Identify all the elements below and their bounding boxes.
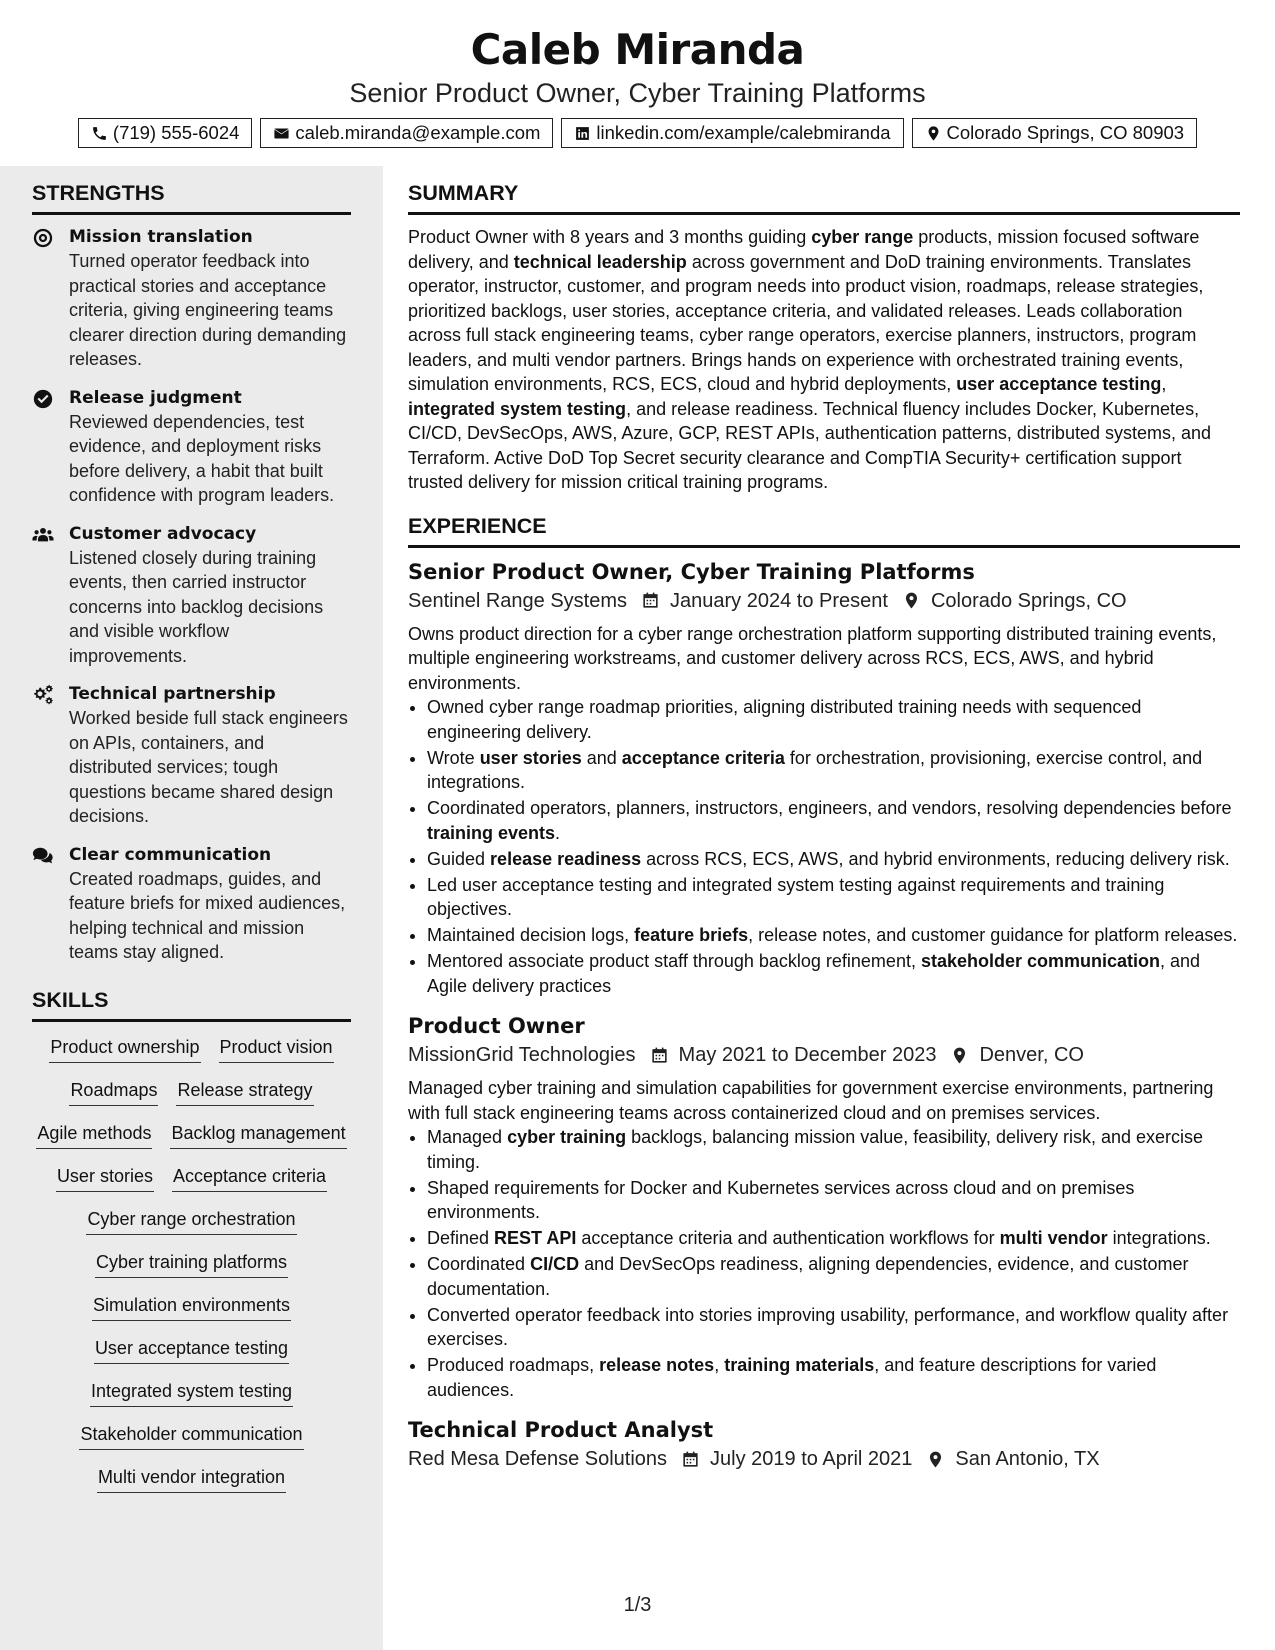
skill-tag: Product vision — [219, 1036, 334, 1063]
sidebar — [32, 180, 351, 1493]
list-item — [427, 746, 1240, 795]
main-content — [408, 180, 1240, 1488]
summary-text — [408, 225, 1240, 495]
text-segment: and DevSecOps readiness, aligning dependencies, evidence, and customer documentation. — [427, 1254, 1189, 1299]
job-dates: January 2024 to Present — [670, 589, 888, 612]
calendar-icon — [681, 1450, 700, 1469]
job-description: Owns product direction for a cyber range orchestration platform supporting distributed training events, multiple engineering workstreams, and customer delivery across RCS, ECS, AWS, and hybrid environments. — [408, 623, 1217, 693]
emphasis-text: CI/CD — [530, 1254, 580, 1274]
text-segment: Guided — [427, 848, 491, 869]
contact-location — [912, 118, 1198, 148]
emphasis-text: training materials — [724, 1355, 875, 1375]
job-description: Managed cyber training and simulation capabilities for government exercise environments, partnering with full stack engineering teams across containerized cloud and on premises services. — [408, 1078, 1214, 1123]
text-segment: Wrote — [427, 747, 480, 768]
emphasis-text: cyber range — [811, 227, 914, 247]
text-segment: Coordinated — [427, 1254, 531, 1274]
emphasis-text: user stories — [479, 747, 582, 768]
list-item — [427, 1353, 1240, 1402]
emphasis-text: user acceptance testing — [956, 374, 1162, 394]
list-item — [427, 695, 1240, 744]
job-meta — [408, 1444, 1240, 1474]
skill-tag: Backlog management — [170, 1122, 346, 1149]
list-item — [427, 1226, 1240, 1251]
contact-bar — [0, 118, 1275, 148]
strength-desc: Reviewed dependencies, test evidence, and deployment risks before delivery, a habit that built confidence with program leaders. — [69, 411, 335, 505]
text-segment: across government and DoD training environments. Translates operator, instructor, customer, and program needs into product vision, roadmaps, release strategies, prioritized backlogs, user stories, acceptance criteria, and validated releases. Leads collaboration across full stack engineering teams, cyber range operators, exercise planners, instructors, program leaders, and multi vendor partners. Brings hands on experience with orchestrated training events, simulation environments, RCS, ECS, cloud and hybrid deployments, — [408, 251, 1204, 394]
emphasis-text: stakeholder communication — [920, 951, 1161, 971]
linkedin-icon — [574, 125, 591, 142]
skill-tag: User stories — [56, 1165, 154, 1192]
users-icon — [32, 524, 54, 546]
job-location: San Antonio, TX — [955, 1448, 1100, 1470]
emphasis-text: cyber training — [507, 1127, 627, 1147]
resume-header — [0, 0, 1275, 148]
check-circle-icon — [32, 388, 54, 410]
location-pin-icon — [926, 1450, 945, 1469]
strength-title: Customer advocacy — [69, 523, 257, 544]
job-title: Senior Product Owner, Cyber Training Platforms — [408, 559, 975, 584]
list-item — [427, 1176, 1240, 1225]
text-segment: Product Owner with 8 years and 3 months guiding — [408, 227, 812, 247]
skill-tag: User acceptance testing — [94, 1337, 289, 1364]
job-company: Red Mesa Defense Solutions — [408, 1448, 668, 1470]
job-dates: July 2019 to April 2021 — [710, 1448, 913, 1470]
location-pin-icon — [902, 591, 921, 610]
list-item — [427, 1125, 1240, 1174]
strengths-heading: STRENGTHS — [32, 180, 351, 215]
text-segment: , — [714, 1355, 725, 1375]
calendar-icon — [650, 1046, 669, 1065]
emphasis-text: feature briefs — [634, 925, 749, 945]
list-item — [427, 949, 1240, 998]
text-segment: for orchestration, provisioning, exercise control, and integrations. — [427, 747, 1203, 792]
emphasis-text: technical leadership — [513, 251, 687, 272]
job-entry — [408, 1012, 1240, 1402]
emphasis-text: release notes — [599, 1355, 715, 1375]
text-segment: Defined — [427, 1228, 495, 1248]
list-item — [427, 923, 1240, 948]
skill-tag: Simulation environments — [92, 1294, 291, 1321]
text-segment: and — [581, 747, 622, 768]
strength-title: Technical partnership — [69, 684, 276, 704]
page-number: 1/3 — [623, 1594, 652, 1616]
text-segment: Coordinated operators, planners, instructors, engineers, and vendors, resolving dependencies before — [427, 798, 1232, 818]
skill-tag: Cyber range orchestration — [86, 1208, 296, 1235]
strength-item — [32, 522, 351, 669]
contact-linkedin[interactable] — [561, 118, 903, 148]
job-company: MissionGrid Technologies — [408, 1044, 636, 1066]
text-segment: . — [555, 822, 561, 843]
text-segment: , — [1161, 374, 1167, 394]
text-segment: products, mission focused software delivery, and — [408, 227, 1200, 272]
strength-title: Clear communication — [69, 844, 272, 865]
text-segment: Managed — [427, 1127, 508, 1147]
emphasis-text: release readiness — [490, 848, 642, 869]
strength-desc: Listened closely during training events, then carried instructor concerns into backlog decisions and visible workflow improvements. — [69, 547, 324, 666]
text-segment: , and feature descriptions for varied audiences. — [427, 1355, 1157, 1400]
experience-heading: EXPERIENCE — [408, 513, 1240, 548]
text-segment: Mentored associate product staff through backlog refinement, — [427, 951, 921, 971]
text-segment: Shaped requirements for Docker and Kubernetes services across cloud and on premises environments. — [427, 1177, 1135, 1222]
contact-linkedin-text: linkedin.com/example/calebmiranda — [596, 122, 891, 143]
contact-email-text: caleb.miranda@example.com — [295, 122, 541, 143]
strength-desc: Created roadmaps, guides, and feature briefs for mixed audiences, helping technical and mission teams stay aligned. — [69, 868, 346, 962]
skill-tag: Release strategy — [176, 1079, 313, 1106]
strength-desc: Worked beside full stack engineers on APIs, containers, and distributed services; tough questions became shared design decisions. — [69, 708, 348, 826]
list-item — [427, 873, 1240, 922]
skill-tag: Roadmaps — [69, 1079, 158, 1106]
experience-list — [408, 558, 1240, 1475]
location-pin-icon — [925, 125, 942, 142]
text-segment: backlogs, balancing mission value, feasibility, delivery risk, and exercise timing. — [427, 1127, 1204, 1172]
job-company: Sentinel Range Systems — [408, 589, 628, 612]
candidate-name: Caleb Miranda — [470, 25, 805, 74]
skill-tag: Integrated system testing — [90, 1380, 293, 1407]
strength-title: Release judgment — [69, 387, 242, 408]
text-segment: , and release readiness. Technical fluency includes Docker, Kubernetes, CI/CD, DevSecOps, AWS, Azure, GCP, REST APIs, authentication patterns, distributed systems, and Terraform. Active DoD Top Secret security clearance and CompTIA Security+ certification support trusted delivery for mission critical training programs. — [408, 398, 1212, 492]
text-segment: Maintained decision logs, — [427, 925, 635, 945]
list-item — [427, 796, 1240, 845]
contact-phone[interactable] — [78, 118, 253, 148]
skills-list — [32, 1032, 351, 1493]
text-segment: across RCS, ECS, AWS, and hybrid environments, reducing delivery risk. — [641, 848, 1230, 869]
skill-tag: Product ownership — [49, 1036, 200, 1063]
emphasis-text: multi vendor — [999, 1228, 1108, 1248]
list-item — [427, 1303, 1240, 1352]
text-segment: Owned cyber range roadmap priorities, aligning distributed training needs with sequenced engineering delivery. — [427, 697, 1142, 742]
job-location: Denver, CO — [979, 1044, 1084, 1066]
emphasis-text: acceptance criteria — [621, 747, 785, 768]
job-meta — [408, 586, 1240, 616]
text-segment: Produced roadmaps, — [427, 1355, 600, 1375]
strength-item — [32, 386, 351, 508]
text-segment: acceptance criteria and authentication workflows for — [576, 1228, 1000, 1248]
job-meta — [408, 1040, 1240, 1070]
skill-tag: Multi vendor integration — [97, 1466, 286, 1493]
gears-icon — [32, 684, 54, 706]
envelope-icon — [273, 125, 290, 142]
location-pin-icon — [950, 1046, 969, 1065]
chat-bubbles-icon — [32, 845, 54, 867]
job-location: Colorado Springs, CO — [930, 589, 1127, 612]
text-segment: , release notes, and customer guidance for platform releases. — [748, 925, 1238, 945]
contact-location-text: Colorado Springs, CO 80903 — [946, 122, 1185, 143]
job-title: Technical Product Analyst — [408, 1418, 714, 1442]
candidate-title: Senior Product Owner, Cyber Training Platforms — [349, 78, 926, 108]
phone-icon — [91, 125, 108, 142]
text-segment: integrations. — [1107, 1228, 1211, 1248]
strength-item — [32, 225, 351, 372]
calendar-icon — [641, 591, 660, 610]
summary-heading: SUMMARY — [408, 180, 1240, 215]
list-item — [427, 847, 1240, 872]
skill-tag: Acceptance criteria — [172, 1165, 327, 1192]
skill-tag: Cyber training platforms — [95, 1251, 288, 1278]
job-bullets — [408, 1125, 1240, 1402]
strength-title: Mission translation — [69, 227, 253, 247]
list-item — [427, 1252, 1240, 1301]
job-entry — [408, 558, 1240, 999]
skills-heading: SKILLS — [32, 987, 351, 1022]
strength-item — [32, 682, 351, 829]
text-segment: Led user acceptance testing and integrated system testing against requirements and training objectives. — [427, 874, 1165, 919]
skill-tag: Stakeholder communication — [79, 1423, 303, 1450]
text-segment: Converted operator feedback into stories improving usability, performance, and workflow quality after exercises. — [427, 1304, 1229, 1349]
contact-phone-text: (719) 555-6024 — [112, 122, 240, 143]
job-bullets — [408, 695, 1240, 998]
job-entry — [408, 1416, 1240, 1474]
target-icon — [32, 227, 54, 249]
job-dates: May 2021 to December 2023 — [678, 1044, 937, 1066]
emphasis-text: integrated system testing — [408, 398, 627, 419]
strength-item — [32, 843, 351, 965]
contact-email[interactable] — [260, 118, 553, 148]
text-segment: , and Agile delivery practices — [427, 951, 1201, 996]
strength-desc: Turned operator feedback into practical stories and acceptance criteria, giving engineering teams clearer direction during demanding releases. — [69, 251, 347, 369]
skill-tag: Agile methods — [36, 1122, 152, 1149]
job-title: Product Owner — [408, 1014, 585, 1038]
emphasis-text: training events — [427, 822, 556, 843]
emphasis-text: REST API — [494, 1228, 577, 1248]
